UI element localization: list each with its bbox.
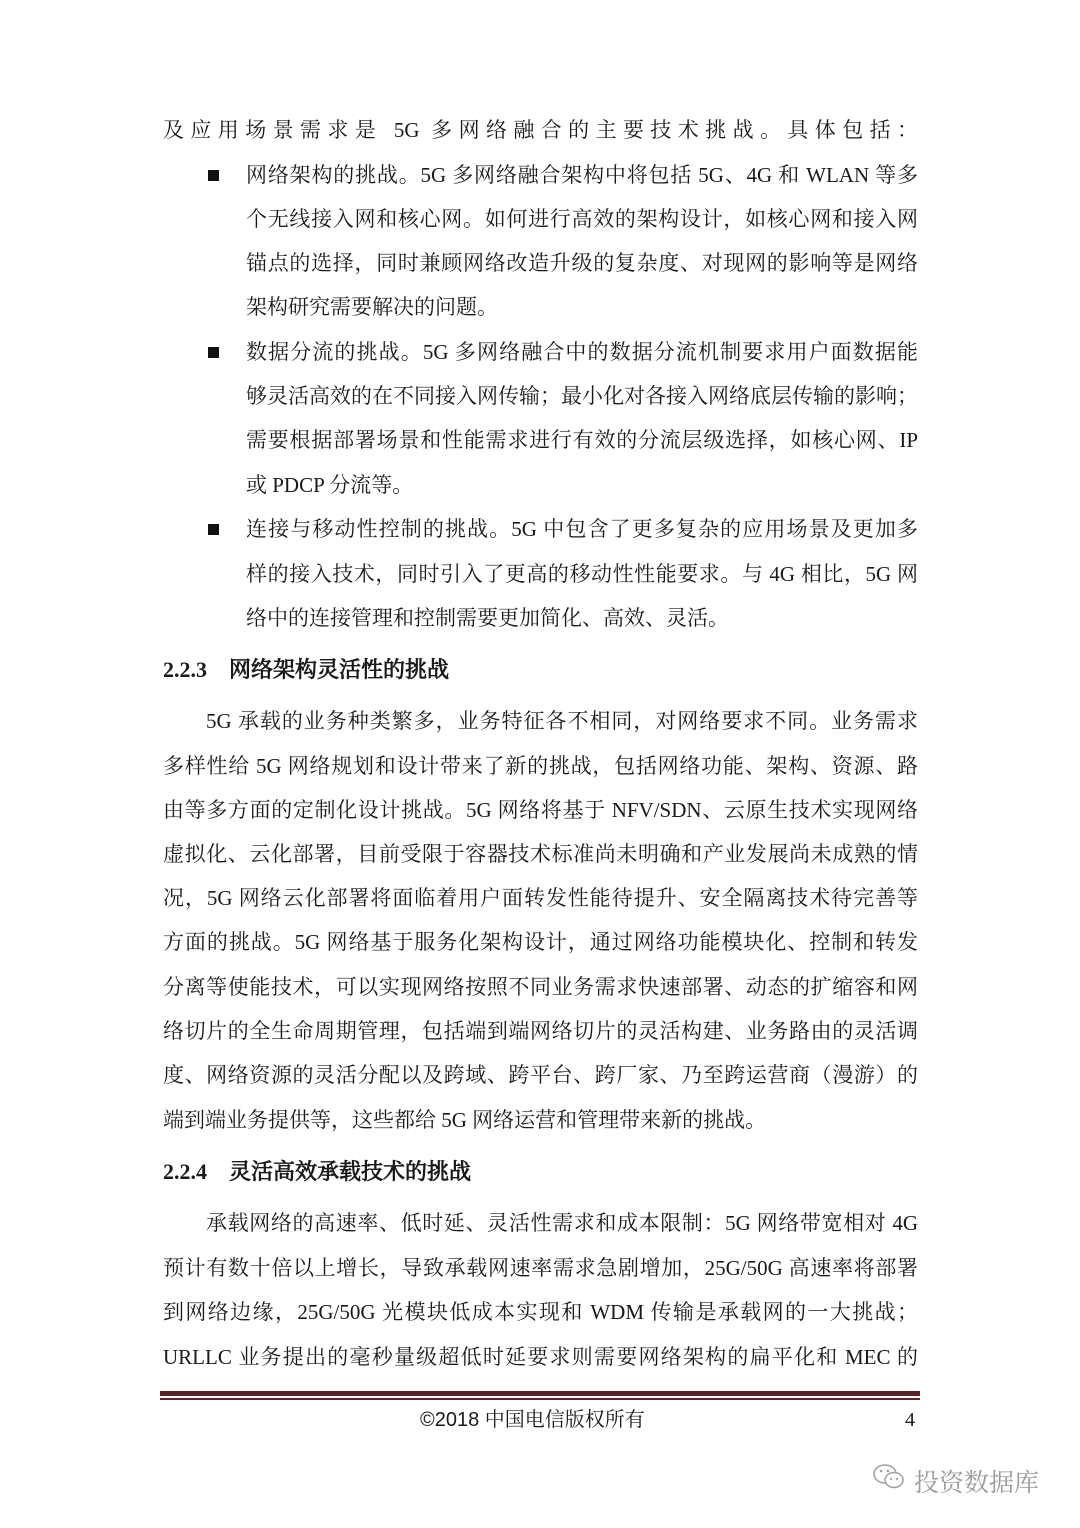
paragraph-line: 分离等使能技术，可以实现网络按照不同业务需求快速部署、动态的扩缩容和网 (163, 975, 918, 999)
paragraph-line: 虚拟化、云化部署，目前受限于容器技术标准尚未明确和产业发展尚未成熟的情 (163, 842, 918, 866)
bullet-2-line: 或 PDCP 分流等。 (246, 473, 414, 497)
paragraph-line: 络切片的全生命周期管理，包括端到端网络切片的灵活构建、业务路由的灵活调 (163, 1019, 918, 1043)
bullet-1-line: 锚点的选择，同时兼顾网络改造升级的复杂度、对现网的影响等是网络 (246, 251, 918, 275)
bullet-1-line: 架构研究需要解决的问题。 (246, 295, 498, 319)
paragraph-line: 多样性给 5G 网络规划和设计带来了新的挑战，包括网络功能、架构、资源、路 (163, 754, 918, 778)
paragraph-line: 预计有数十倍以上增长，导致承载网速率需求急剧增加，25G/50G 高速率将部署 (163, 1256, 918, 1280)
intro-line: 及应用场景需求是 5G 多网络融合的主要技术挑战。具体包括： (163, 118, 918, 142)
section-number: 2.2.4 (163, 1159, 207, 1184)
paragraph-line: 况，5G 网络云化部署将面临着用户面转发性能待提升、安全隔离技术待完善等 (163, 886, 918, 910)
section-title: 灵活高效承载技术的挑战 (229, 1159, 472, 1184)
page-number: 4 (905, 1409, 915, 1431)
paragraph-line: 由等多方面的定制化设计挑战。5G 网络将基于 NFV/SDN、云原生技术实现网络 (163, 798, 918, 822)
paragraph-line: 端到端业务提供等，这些都给 5G 网络运营和管理带来新的挑战。 (163, 1108, 767, 1132)
section-heading-2-2-4 (163, 1157, 471, 1187)
watermark (872, 1462, 1039, 1499)
section-title: 网络架构灵活性的挑战 (229, 657, 450, 682)
bullet-3-line: 样的接入技术，同时引入了更高的移动性性能要求。与 4G 相比，5G 网 (246, 562, 918, 586)
paragraph-line: URLLC 业务提出的毫秒量级超低时延要求则需要网络架构的扁平化和 MEC 的 (163, 1345, 918, 1369)
footer-divider-thin (160, 1398, 920, 1400)
bullet-square-icon (208, 524, 219, 535)
wechat-icon (872, 1462, 906, 1499)
bullet-2-line: 够灵活高效的在不同接入网传输；最小化对各接入网络底层传输的影响； (246, 384, 918, 408)
paragraph-line: 度、网络资源的灵活分配以及跨域、跨平台、跨厂家、乃至跨运营商（漫游）的 (163, 1063, 918, 1087)
bullet-3-line: 连接与移动性控制的挑战。5G 中包含了更多复杂的应用场景及更加多 (246, 517, 918, 541)
paragraph-line: 到网络边缘，25G/50G 光模块低成本实现和 WDM 传输是承载网的一大挑战； (163, 1300, 918, 1324)
paragraph-line: 5G 承载的业务种类繁多，业务特征各不相同，对网络要求不同。业务需求 (206, 709, 918, 733)
paragraph-line: 方面的挑战。5G 网络基于服务化架构设计，通过网络功能模块化、控制和转发 (163, 930, 918, 954)
section-heading-2-2-3 (163, 655, 449, 685)
paragraph-line: 承载网络的高速率、低时延、灵活性需求和成本限制：5G 网络带宽相对 4G (206, 1211, 918, 1235)
bullet-1-line: 网络架构的挑战。5G 多网络融合架构中将包括 5G、4G 和 WLAN 等多 (246, 163, 918, 187)
footer-divider (160, 1391, 920, 1396)
bullet-1-line: 个无线接入网和核心网。如何进行高效的架构设计，如核心网和接入网 (246, 207, 918, 231)
bullet-3-line: 络中的连接管理和控制需要更加简化、高效、灵活。 (246, 606, 729, 630)
section-number: 2.2.3 (163, 657, 207, 682)
bullet-square-icon (208, 170, 219, 181)
footer-copyright: ©2018 中国电信版权所有 (420, 1409, 645, 1431)
watermark-text: 投资数据库 (914, 1468, 1040, 1497)
bullet-2-line: 需要根据部署场景和性能需求进行有效的分流层级选择，如核心网、IP (246, 428, 918, 452)
bullet-square-icon (208, 347, 219, 358)
bullet-2-line: 数据分流的挑战。5G 多网络融合中的数据分流机制要求用户面数据能 (246, 340, 918, 364)
